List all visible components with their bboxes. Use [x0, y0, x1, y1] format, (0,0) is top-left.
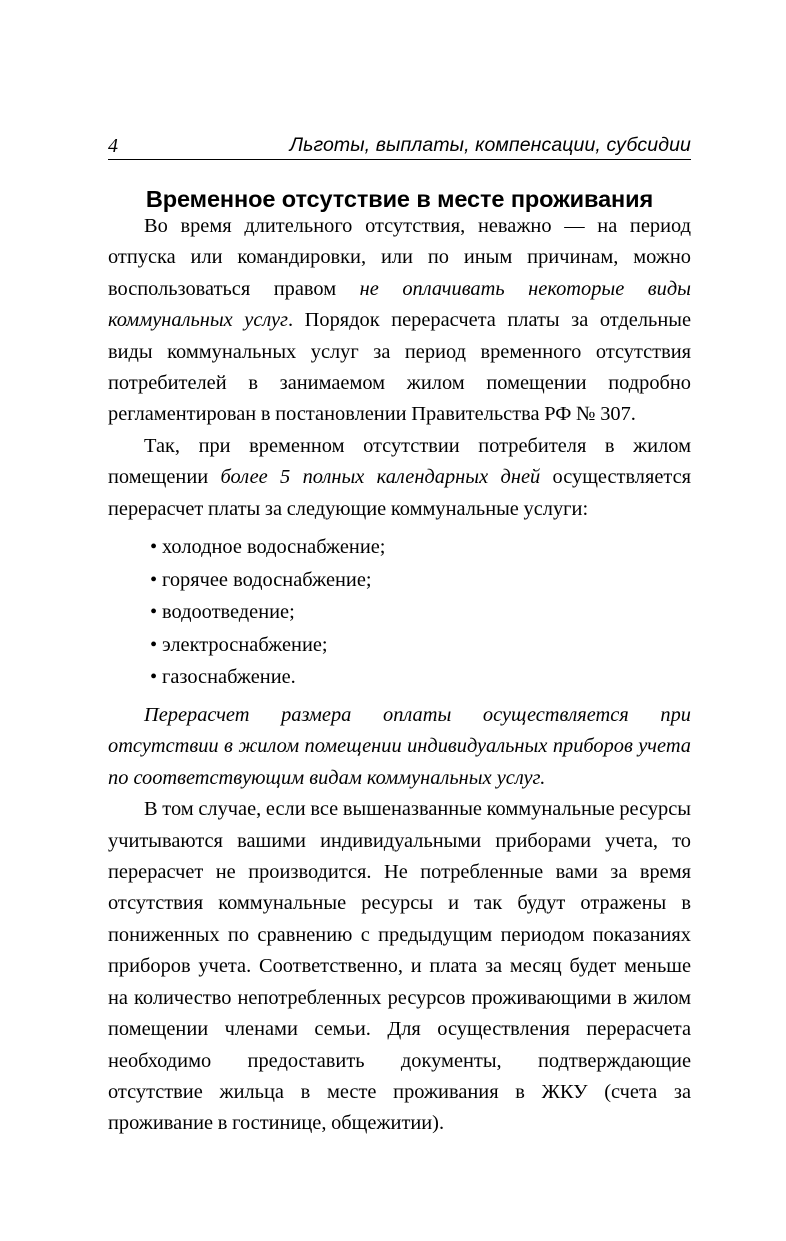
paragraph-no-recalculation: В том случае, если все вышеназванные коммунальные ресурсы учитываются вашими индивидуальными приборами учета, то перерасчет не производится. Не потребленные вами за время отсутствия коммунальные ресурсы и так будут отражены в пониженных по сравнению с предыдущим периодом показаниях приборов учета. Соответственно, и плата за месяц будет меньше на количество непотребленных ресурсов проживающими в жилом помещении членами семьи. Для осуществления перерасчета необходимо предоставить документы, подтверждающие отсутствие жильца в месте проживания в ЖКУ (счета за проживание в гостинице, общежитии). — [108, 798, 691, 1135]
paragraph-recalculation-trigger — [108, 431, 691, 525]
paragraph-intro-emphasis: не оплачивать некоторые виды коммунальных услуг — [108, 277, 691, 332]
list-item-label: горячее водоснабжение; — [162, 568, 372, 591]
running-head-title: Льготы, выплаты, компенсации, субсидии — [289, 134, 691, 156]
body-text-column — [108, 211, 691, 1140]
list-item-label: холодное водоснабжение; — [162, 536, 386, 559]
paragraph-recalculation-lead: Так, при временном отсутствии потребителя в жилом помещении — [108, 434, 691, 489]
bullet-icon: • — [150, 568, 158, 591]
paragraph-meter-note: Перерасчет размера оплаты осуществляется при отсутствии в жилом помещении индивидуальных приборов учета по соответствующим видам коммунальных услуг. — [108, 704, 691, 789]
services-list — [108, 531, 691, 694]
page-number: 4 — [108, 135, 118, 157]
list-item-label: электроснабжение; — [162, 633, 328, 656]
list-item — [108, 564, 691, 597]
paragraph-intro-lead: Во время длительного отсутствия, неважно — на период отпуска или командировки, или по иным причинам, можно воспользоваться правом — [108, 215, 691, 300]
section-heading: Временное отсутствие в месте проживания — [145, 185, 654, 212]
list-item — [108, 531, 691, 564]
list-item — [108, 629, 691, 662]
paragraph-recalculation-emphasis: более 5 полных календарных дней — [220, 466, 541, 489]
list-item — [108, 596, 691, 629]
bullet-icon: • — [150, 536, 158, 559]
list-item-label: газоснабжение. — [162, 666, 296, 689]
list-item — [108, 661, 691, 694]
bullet-icon: • — [150, 601, 158, 624]
paragraph-intro-tail: . Порядок перерасчета платы за отдельные виды коммунальных услуг за период временного отсутствия потребителей в занимаемом жилом помещении подробно регламентирован в постановлении Правительства РФ № 307. — [108, 309, 691, 426]
paragraph-intro — [108, 211, 691, 431]
paragraph-recalculation-tail: осуществляется перерасчет платы за следующие коммунальные услуги: — [108, 466, 691, 520]
list-item-label: водоотведение; — [162, 601, 295, 624]
bullet-icon: • — [150, 666, 158, 689]
running-header — [108, 131, 691, 160]
bullet-icon: • — [150, 633, 158, 656]
